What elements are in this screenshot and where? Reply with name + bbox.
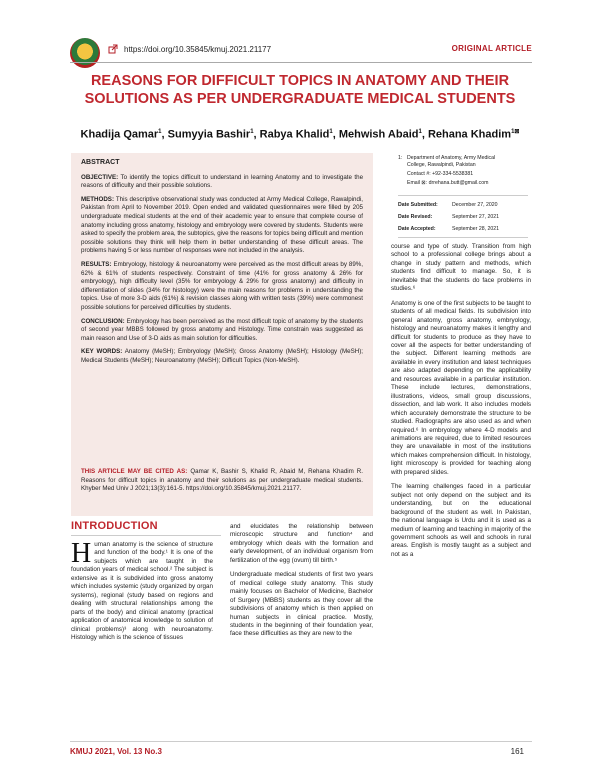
abstract-methods: METHODS: This descriptive observational study was conducted at Army Medical College, Rawalpindi, Pakistan from April to November 2019. Open ended and validated questionnaires were filled by 205 undergraduate medical students at the end of their academic year to ensure that complete course of anatomy including gross anatomy, histology and embryology were covered by students. Students were asked to specify the problem area, the subtopics, give the reasons for topics being difficult and mention possible solutions they think will help them in better understanding of these difficult areas. The problems having 5 or less number of responses were not included in the analysis. — [81, 195, 363, 255]
abstract-objective: OBJECTIVE: To identify the topics difficult to understand in learning Anatomy and to investigate the reasons of difficulty and their possible solutions. — [81, 173, 364, 190]
abstract-box — [71, 153, 373, 475]
citation-box — [71, 466, 373, 516]
abstract-heading: ABSTRACT — [81, 159, 120, 166]
dates-divider — [398, 237, 528, 238]
citation-label: THIS ARTICLE MAY BE CITED AS: — [81, 468, 188, 475]
column-2 — [230, 523, 373, 645]
citation-text: Qamar K, Bashir S, Khalid R, Abaid M, Rehana Khadim R. Reasons for difficult topics in anatomy and their solutions as per undergraduate medical students. Khyber Med Univ J 2021;13(3):161-5. https://doi.org/10.35845/kmuj.2021.21177. — [81, 468, 363, 492]
paper-title: REASONS FOR DIFFICULT TOPICS IN ANATOMY AND THEIR SOLUTIONS AS PER UNDERGRADUATE MEDICAL STUDENTS — [84, 73, 516, 107]
article-type: ORIGINAL ARTICLE — [451, 44, 532, 53]
body-paragraph: Undergraduate medical students of first two years of medical college study anatomy. This study mainly focuses on Bachelor of Medicine, Bachelor of Surgery (MBBS) students as they cover all the subdivisions of anatomy which is then applied on human subjects in clinical practice. Mostly, students in the beginning of their foundation year, face these difficulties as they are new to the — [230, 571, 373, 638]
introduction-heading: INTRODUCTION — [71, 520, 158, 532]
affiliation-divider — [398, 195, 528, 196]
email[interactable]: Email ⊠: drrehana.butt@gmail.com — [407, 180, 489, 186]
heading-divider — [71, 535, 221, 536]
author-name: Mehwish Abaid — [338, 128, 419, 141]
author-name: Rehana Khadim — [427, 128, 512, 141]
body-paragraph: Anatomy is one of the first subjects to be taught to students of all medical fields. Its subdivision into general anatomy, gross anatomy, embryology, histology and neuroanatomy makes it lengthy and difficult for students to produce as they have to cover all the aspects for better understanding of the subject. Different learning methods are available in every institution and latest techniques are also adapted depending on the applicability and resources available in a particular institution. These include lectures, demonstrations, illustrations, videos, small group discussions, dissection, and lab work. It also includes models which accurately demonstrate the structure to be studied. Radiographs are also used as and when required.⁶ In embryology where 4-D models and animations are required, due to limited resources they are unavailable in most of the institutions which makes comprehension difficult. In histology, light microscopy is provided for teaching along with prepared slides. — [391, 299, 531, 476]
journal-logo — [70, 38, 100, 68]
author-name: Rabya Khalid — [259, 128, 330, 141]
affiliation: 1: Department of Anatomy, Army Medical College, Rawalpindi, Pakistan Contact #: +92-334-5538381 Email ⊠: drrehana.butt@gmail.com — [398, 155, 538, 187]
header-divider — [70, 62, 532, 63]
page-number: 161 — [510, 747, 524, 756]
doi-row — [108, 44, 271, 54]
author-name: Khadija Qamar — [80, 128, 159, 141]
abstract-conclusion: CONCLUSION: Embryology has been perceived as the most difficult topic of anatomy by the students of second year MBBS followed by gross anatomy and Histology. Time constrain was suggested as main reason and Use of 3-D aids as main solution for difficulties. — [81, 317, 363, 342]
contact-number: Contact #: +92-334-5538381 — [407, 171, 474, 177]
author-list: Khadija Qamar$^1$, Sumyyia Bashir$^1$, Rabya Khalid$^1$, Mehwish Abaid$^1$, Rehana Khadim$^{1⊠}$ — [80, 128, 520, 141]
body-paragraph: The learning challenges faced in a particular subject not only depend on the subject and its understanding, but on the educational background of the student as well. In Pakistan, the national language is Urdu and it is used as a medium of learning and teaching in majority of the government schools as well and schools in rural areas. English is mostly taught as a subject and not as a — [391, 483, 531, 558]
abstract-keywords: KEY WORDS: Anatomy (MeSH); Embryology (MeSH); Gross Anatomy (MeSH); Histology (MeSH); Medical Students (MeSH); Neuroanatomy (MeSH); Difficult Topics (Non-MeSH). — [81, 348, 363, 364]
external-link-icon — [108, 44, 118, 54]
body-paragraph: and elucidates the relationship between microscopic structure and function⁴ and embryology which deals with the formation and early development, of an individual organism from fertilization of the egg (ovum) till birth.⁵ — [230, 523, 373, 564]
body-paragraph: Human anatomy is the science of structure and function of the body.¹ It is one of the subjects which are taught in the foundation years of medical school.² The subject is extensive as it is subdivided into gross anatomy which includes systemic (study organized by organ systems), regional (study based on regions and dealing with structural relationships among the parts of the body) and clinical anatomy (practical application of anatomical knowledge to solution of clinical problems)³ along with neuroanatomy. Histology which is the science of tissues — [71, 538, 213, 641]
abstract-results: RESULTS: Embryology, histology & neuroanatomy were perceived as the most difficult areas by 89%, 62% & 61% of students respectively. Constraint of time (41% for gross anatomy & 26% for embryology), high difficulty level (35% for embryology & 29% for gross anatomy) and difficulty in differentiation of slides (34% for histology) were the main reasons for problems in understanding the topics. Use of more 3-D aids (61%) & revision classes along with written tests (39%) were commonest possible solutions for perceived difficulties by students. — [81, 260, 363, 311]
column-1 — [71, 538, 213, 648]
author-name: Sumyyia Bashir — [167, 128, 251, 141]
footer-divider — [70, 741, 532, 742]
dates-block: Date Submitted: December 27, 2020 Date Revised: September 27, 2021 Date Accepted: September 28, 2021 — [398, 202, 500, 232]
doi-link[interactable]: https://doi.org/10.35845/kmuj.2021.21177 — [124, 44, 272, 54]
column-3-top — [391, 243, 531, 565]
journal-footer: KMUJ 2021, Vol. 13 No.3 — [70, 747, 162, 756]
drop-cap: H — [71, 538, 92, 569]
body-paragraph: course and type of study. Transition from high school to a professional college brings about a change in study pattern and methods, which students find difficult to manage. So, it is inevitable that the students do face problems in studies.⁶ — [391, 243, 531, 293]
